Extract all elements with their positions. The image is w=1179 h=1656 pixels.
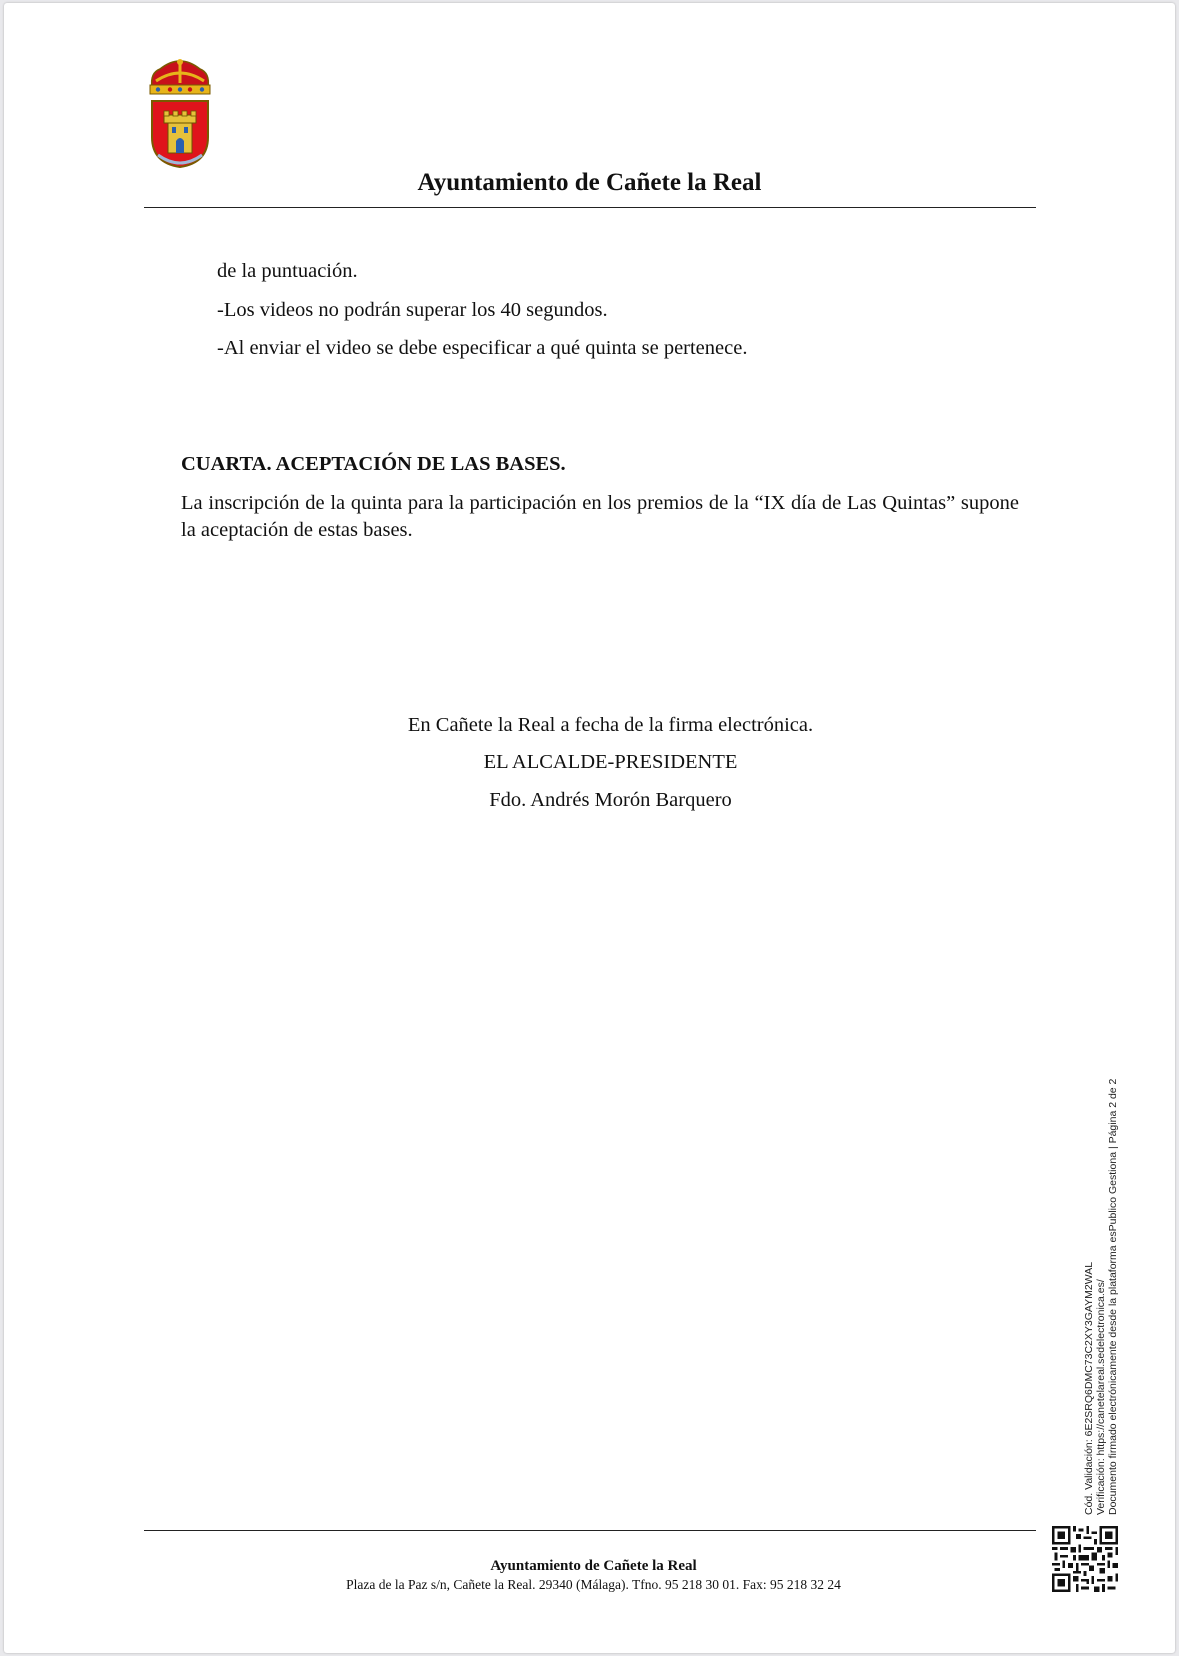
section-heading: CUARTA. ACEPTACIÓN DE LAS BASES.: [181, 453, 566, 475]
verification-block: [1083, 1079, 1119, 1515]
signature-place-date: En Cañete la Real a fecha de la firma electrónica.: [407, 714, 814, 736]
body-line: -Al enviar el video se debe especificar a qué quinta se pertenece.: [217, 337, 748, 359]
header-divider: [144, 207, 1036, 208]
body-line: de la puntuación.: [217, 260, 358, 282]
page-header-title: Ayuntamiento de Cañete la Real: [417, 169, 762, 196]
footer-address: Plaza de la Paz s/n, Cañete la Real. 29340 (Málaga). Tfno. 95 218 30 01. Fax: 95 218 32 24: [346, 1577, 841, 1592]
document-page: [4, 3, 1175, 1653]
body-line: -Los videos no podrán superar los 40 segundos.: [217, 299, 608, 321]
footer-divider: [144, 1530, 1036, 1531]
footer-title: Ayuntamiento de Cañete la Real: [490, 1558, 697, 1574]
verification-code: Cód. Validación: 6E2SRQ6DMC73C2XY3GAYM2WAL: [1083, 1261, 1095, 1515]
signature-name: Fdo. Andrés Morón Barquero: [489, 789, 732, 811]
coat-of-arms-icon: [146, 59, 214, 171]
signature-role: EL ALCALDE-PRESIDENTE: [483, 751, 738, 773]
verification-url: Verificación: https://canetelareal.sedelectronica.es/: [1095, 1279, 1107, 1515]
section-paragraph: La inscripción de la quinta para la participación en los premios de la “IX día de Las Quintas” supone la aceptación de estas bases.: [181, 492, 1019, 541]
verification-platform: Documento firmado electrónicamente desde la plataforma esPublico Gestiona | Página 2 de 2: [1107, 1078, 1119, 1515]
